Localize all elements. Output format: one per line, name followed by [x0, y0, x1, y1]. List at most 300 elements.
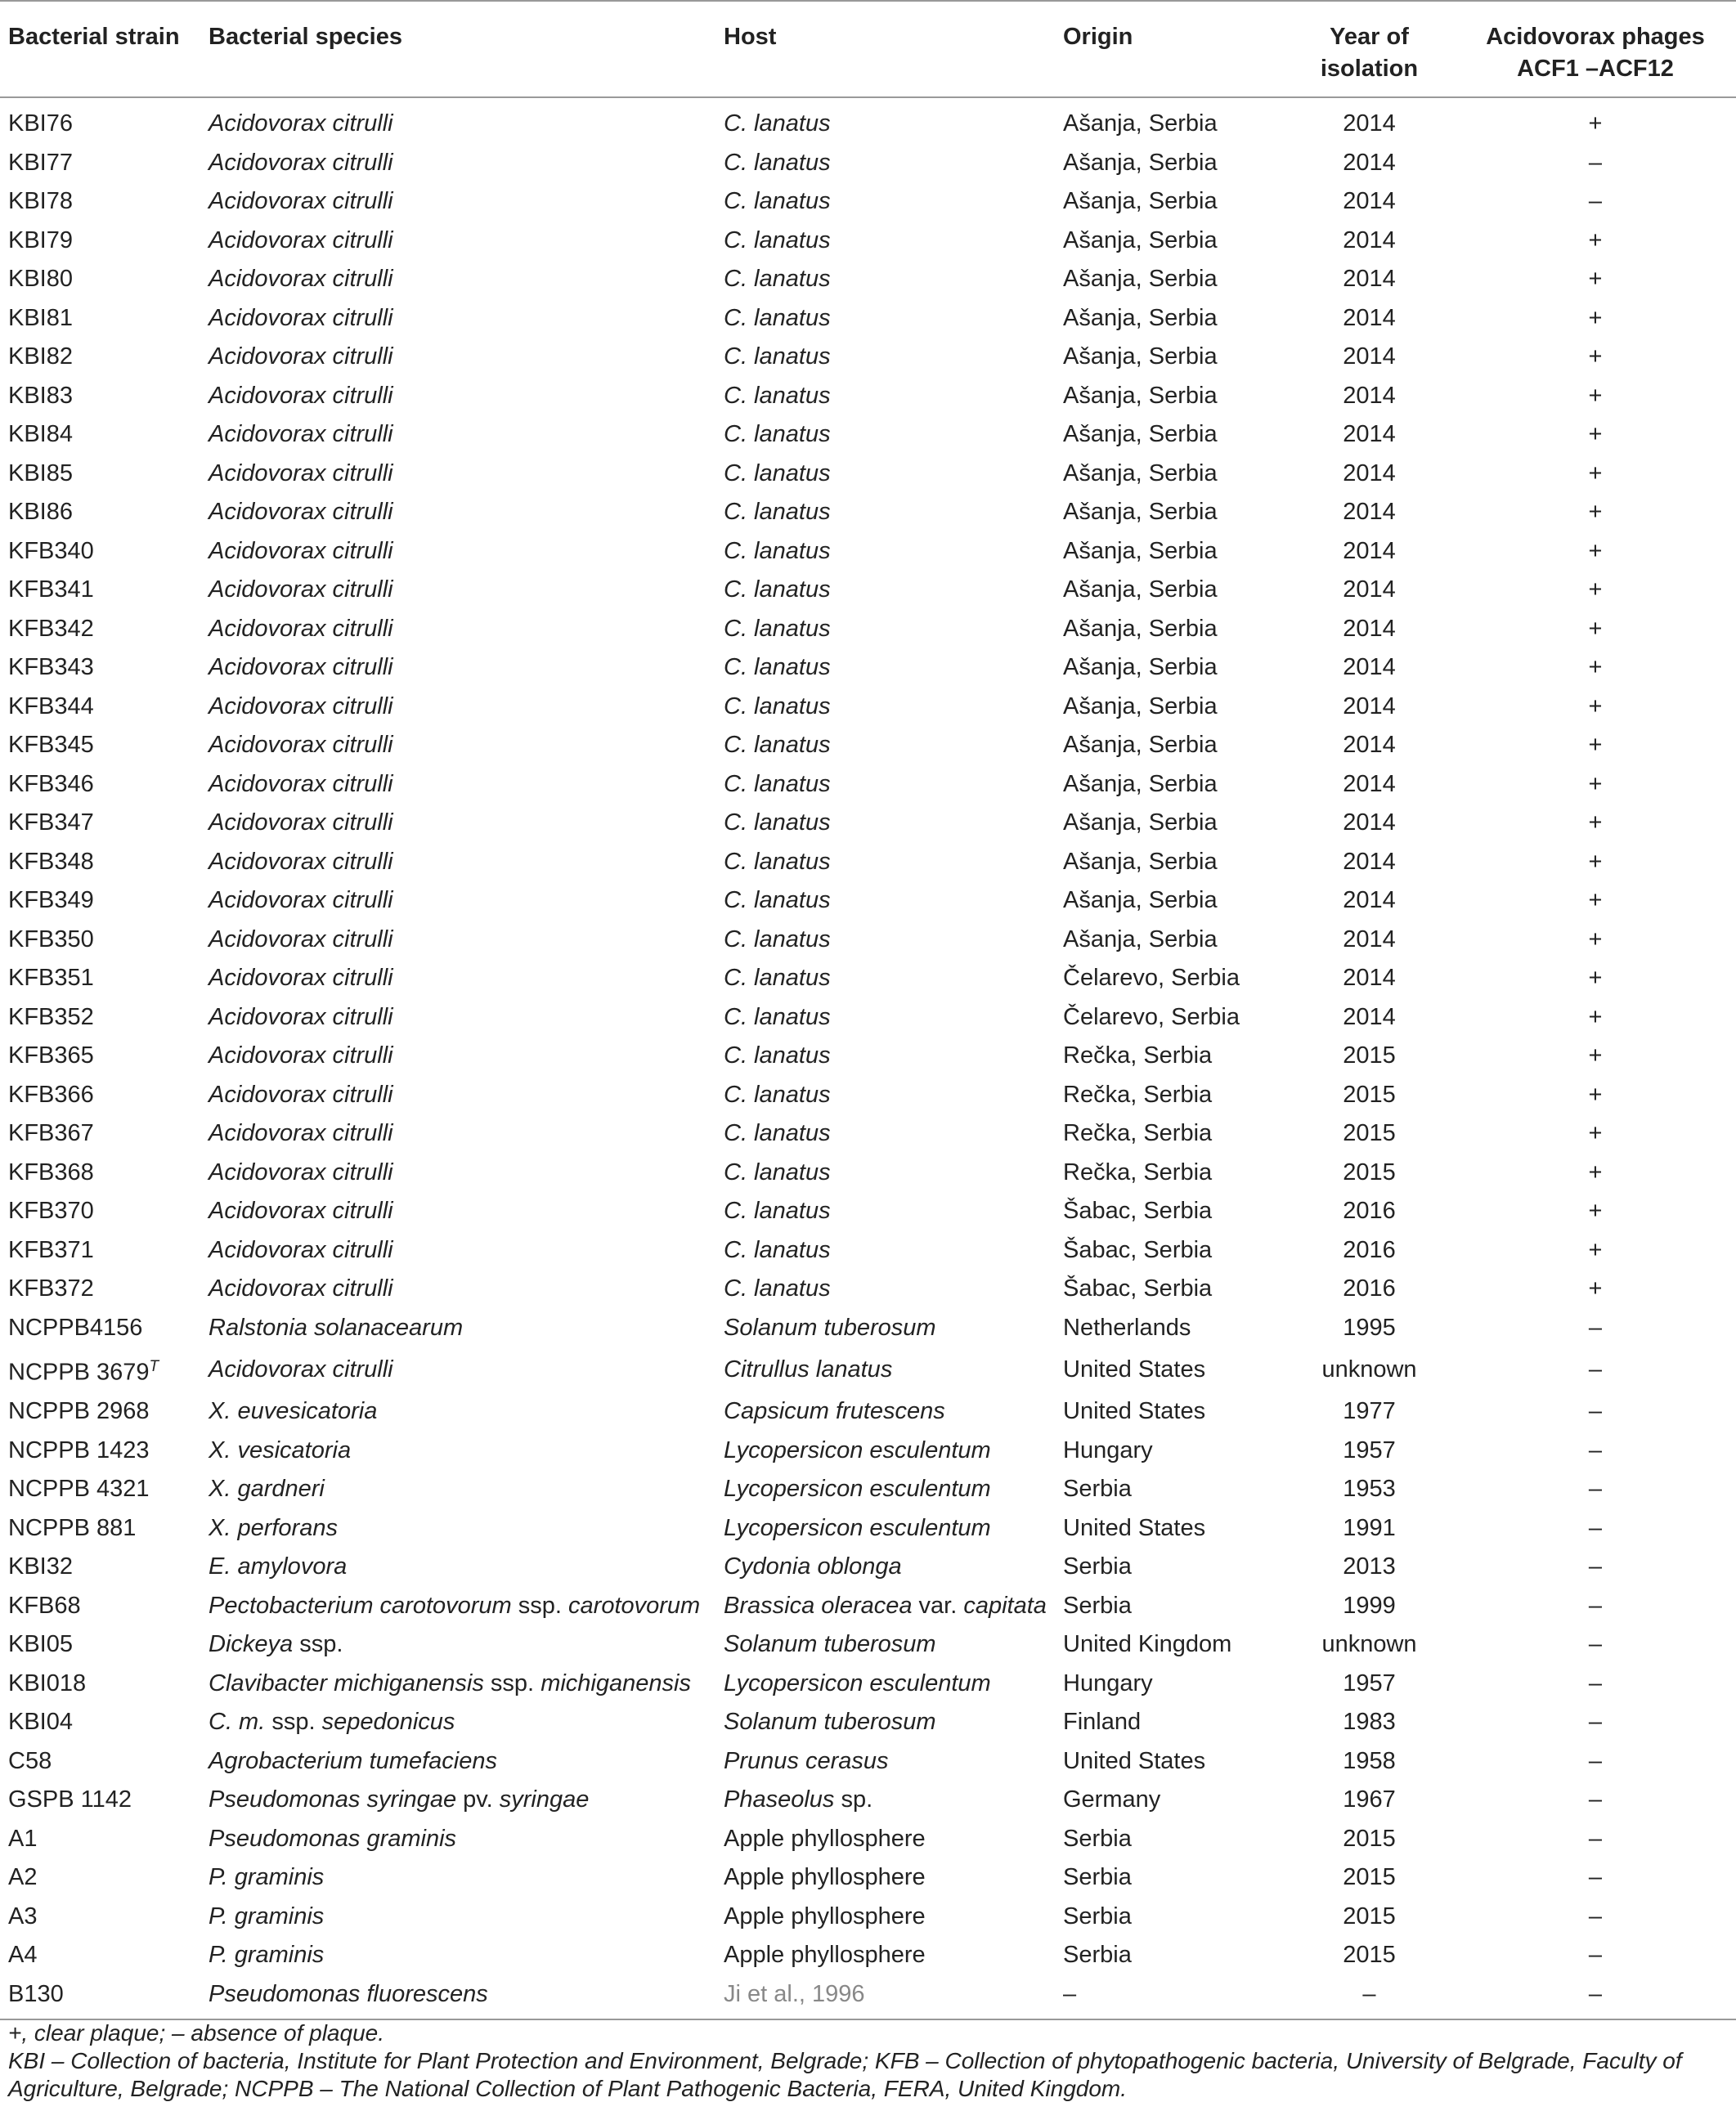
cell-strain: KFB372 — [8, 1275, 94, 1302]
cell-species: Acidovorax citrulli — [209, 770, 393, 797]
table-row — [0, 144, 1736, 183]
cell-strain: KBI85 — [8, 459, 73, 486]
cell-species: Acidovorax citrulli — [209, 421, 393, 447]
cell-species: Acidovorax citrulli — [209, 226, 393, 253]
table-row — [0, 532, 1736, 571]
cell-origin: Germany — [1063, 1786, 1161, 1813]
cell-species: Acidovorax citrulli — [209, 266, 393, 292]
cell-phage-result: + — [1588, 926, 1603, 952]
cell-host: Apple phyllosphere — [724, 1864, 926, 1891]
cell-strain: KFB366 — [8, 1081, 94, 1108]
cell-year: 2014 — [1343, 459, 1396, 486]
cell-year: 2014 — [1343, 692, 1396, 719]
cell-host: C. lanatus — [724, 537, 831, 564]
table-row — [0, 1858, 1736, 1898]
table-row — [0, 1548, 1736, 1587]
cell-origin: Serbia — [1063, 1553, 1132, 1580]
cell-host: Apple phyllosphere — [724, 1825, 926, 1852]
cell-phage-result: + — [1588, 848, 1603, 875]
table-row — [0, 1936, 1736, 1975]
cell-host: Lycopersicon esculentum — [724, 1436, 991, 1463]
cell-strain: A3 — [8, 1903, 38, 1929]
cell-species: Acidovorax citrulli — [209, 537, 393, 564]
cell-host: Capsicum frutescens — [724, 1398, 945, 1425]
cell-strain: KFB342 — [8, 615, 94, 642]
cell-phage-result: – — [1451, 1975, 1736, 2020]
cell-phage-result: – — [1588, 1476, 1603, 1503]
table-row — [0, 610, 1736, 649]
cell-year: 2014 — [1343, 382, 1396, 409]
cell-strain: KBI86 — [8, 499, 73, 525]
cell-year: – — [1284, 1975, 1451, 2020]
cell-strain: KBI82 — [8, 343, 73, 370]
cell-year: 2015 — [1343, 1903, 1396, 1929]
cell-strain: A2 — [8, 1864, 38, 1891]
cell-species: Pseudomonas fluorescens — [200, 1975, 715, 2020]
cell-origin: United States — [1063, 1514, 1206, 1541]
table-body — [0, 97, 1736, 2019]
cell-origin: Ašanja, Serbia — [1063, 343, 1218, 370]
cell-origin: Ašanja, Serbia — [1063, 499, 1218, 525]
table-row — [0, 843, 1736, 882]
cell-host: C. lanatus — [724, 576, 831, 603]
cell-species: X. perforans — [209, 1514, 338, 1541]
cell-host: C. lanatus — [724, 770, 831, 797]
cell-species: Pseudomonas graminis — [209, 1825, 457, 1852]
cell-phage-result: + — [1588, 809, 1603, 836]
cell-host: C. lanatus — [724, 692, 831, 719]
cell-origin: Serbia — [1063, 1592, 1132, 1619]
cell-origin: Serbia — [1063, 1942, 1132, 1969]
cell-origin: Ašanja, Serbia — [1063, 149, 1218, 176]
cell-origin: Rečka, Serbia — [1063, 1081, 1213, 1108]
cell-species: Acidovorax citrulli — [209, 382, 393, 409]
cell-origin: Ašanja, Serbia — [1063, 421, 1218, 447]
cell-species: P. graminis — [209, 1903, 325, 1929]
cell-strain: KFB352 — [8, 1003, 94, 1030]
cell-phage-result: – — [1588, 1514, 1603, 1541]
cell-year: 2014 — [1343, 266, 1396, 292]
cell-year: 2014 — [1343, 343, 1396, 370]
table-footnotes — [8, 2019, 1725, 2103]
cell-origin: Hungary — [1063, 1670, 1153, 1696]
table-row — [0, 97, 1736, 144]
cell-strain: KBI32 — [8, 1553, 73, 1580]
cell-phage-result: + — [1588, 576, 1603, 603]
cell-strain: NCPPB 2968 — [8, 1398, 150, 1425]
cell-host: Apple phyllosphere — [724, 1942, 926, 1969]
cell-species: Acidovorax citrulli — [209, 1275, 393, 1302]
cell-strain: KFB68 — [8, 1592, 81, 1619]
cell-phage-result: – — [1588, 1670, 1603, 1696]
header-acidovorax-phages: Acidovorax phages ACF1 –ACF12 — [1451, 1, 1736, 97]
cell-phage-result: + — [1588, 266, 1603, 292]
cell-strain: KFB367 — [8, 1120, 94, 1146]
cell-host: C. lanatus — [724, 1275, 831, 1302]
cell-species: Acidovorax citrulli — [209, 732, 393, 758]
table-row — [0, 1114, 1736, 1154]
cell-host: C. lanatus — [724, 615, 831, 642]
cell-strain: KFB351 — [8, 965, 94, 991]
cell-species: Acidovorax citrulli — [209, 1003, 393, 1030]
cell-year: 2014 — [1343, 615, 1396, 642]
table-row — [0, 1231, 1736, 1271]
cell-year: 2015 — [1343, 1942, 1396, 1969]
cell-strain: KBI81 — [8, 304, 73, 331]
cell-species: Pectobacterium carotovorum ssp. carotovorum — [209, 1592, 701, 1619]
cell-host: Solanum tuberosum — [724, 1314, 936, 1341]
cell-origin: Čelarevo, Serbia — [1063, 965, 1240, 991]
header-bacterial-species: Bacterial species — [200, 1, 715, 97]
cell-strain: KBI78 — [8, 188, 73, 214]
cell-host: C. lanatus — [724, 654, 831, 680]
cell-host: C. lanatus — [724, 1003, 831, 1030]
cell-species: Acidovorax citrulli — [209, 499, 393, 525]
cell-year: 2015 — [1343, 1159, 1396, 1185]
footnote-legend: +, clear plaque; – absence of plaque. — [8, 2020, 385, 2046]
cell-phage-result: – — [1588, 1314, 1603, 1341]
header-year-of-isolation: Year of isolation — [1284, 1, 1451, 97]
cell-strain: KBI83 — [8, 382, 73, 409]
table-row — [0, 1587, 1736, 1626]
table-row — [0, 182, 1736, 222]
cell-origin: Ašanja, Serbia — [1063, 226, 1218, 253]
cell-species: Acidovorax citrulli — [209, 1081, 393, 1108]
cell-origin: Ašanja, Serbia — [1063, 809, 1218, 836]
cell-host: Lycopersicon esculentum — [724, 1670, 991, 1696]
cell-strain: KBI80 — [8, 266, 73, 292]
cell-host: C. lanatus — [724, 226, 831, 253]
cell-year: 2014 — [1343, 304, 1396, 331]
table-row — [0, 881, 1736, 921]
cell-strain: KFB343 — [8, 654, 94, 680]
cell-strain: KFB341 — [8, 576, 94, 603]
cell-species: E. amylovora — [209, 1553, 348, 1580]
cell-phage-result: + — [1588, 304, 1603, 331]
cell-phage-result: + — [1588, 1120, 1603, 1146]
cell-year: 2014 — [1343, 110, 1396, 137]
cell-species: Acidovorax citrulli — [209, 1159, 393, 1185]
footnote-collections: KBI – Collection of bacteria, Institute for Plant Protection and Environment, Belgrade; KFB – Collection of phytopathogenic bacteria, University of Belgrade, Faculty of Agriculture, Belgrade; NCPPB – The National Collection of Plant Pathogenic Bacteria, FERA, United Kingdom. — [8, 2048, 1682, 2101]
cell-strain: KFB365 — [8, 1042, 94, 1069]
cell-year: 2014 — [1343, 770, 1396, 797]
cell-year: 2015 — [1343, 1864, 1396, 1891]
cell-host: C. lanatus — [724, 1236, 831, 1263]
header-origin: Origin — [1055, 1, 1284, 97]
cell-species: Acidovorax citrulli — [209, 459, 393, 486]
cell-species: Acidovorax citrulli — [209, 110, 393, 137]
table-row — [0, 765, 1736, 805]
cell-phage-result: + — [1588, 110, 1603, 137]
cell-year: 2015 — [1343, 1042, 1396, 1069]
cell-host: C. lanatus — [724, 1081, 831, 1108]
cell-origin: Serbia — [1063, 1864, 1132, 1891]
cell-species: Acidovorax citrulli — [209, 848, 393, 875]
table-row — [0, 377, 1736, 416]
cell-species: Acidovorax citrulli — [209, 1042, 393, 1069]
cell-phage-result: – — [1588, 1786, 1603, 1813]
cell-host: C. lanatus — [724, 343, 831, 370]
cell-origin: Ašanja, Serbia — [1063, 304, 1218, 331]
cell-origin: Šabac, Serbia — [1063, 1236, 1213, 1263]
cell-phage-result: – — [1588, 1398, 1603, 1425]
cell-phage-result: + — [1588, 382, 1603, 409]
cell-host: C. lanatus — [724, 188, 831, 214]
cell-species: Acidovorax citrulli — [209, 1120, 393, 1146]
cell-strain: KBI018 — [8, 1670, 87, 1696]
cell-strain: B130 — [0, 1975, 200, 2020]
cell-host: Brassica oleracea var. capitata — [724, 1592, 1047, 1619]
cell-strain: A1 — [8, 1825, 38, 1852]
table-row — [0, 260, 1736, 299]
cell-species: Clavibacter michiganensis ssp. michiganensis — [209, 1670, 691, 1696]
cell-strain: KFB340 — [8, 537, 94, 564]
cell-phage-result: – — [1588, 1942, 1603, 1969]
cell-host: Cydonia oblonga — [724, 1553, 902, 1580]
cell-host: Prunus cerasus — [724, 1747, 889, 1774]
cell-phage-result: + — [1588, 965, 1603, 991]
cell-phage-result: + — [1588, 770, 1603, 797]
cell-year: 2014 — [1343, 576, 1396, 603]
cell-origin: United Kingdom — [1063, 1631, 1232, 1658]
cell-phage-result: + — [1588, 343, 1603, 370]
cell-species: P. graminis — [209, 1942, 325, 1969]
cell-origin: Ašanja, Serbia — [1063, 266, 1218, 292]
cell-year: 1999 — [1343, 1592, 1396, 1619]
cell-phage-result: – — [1588, 1825, 1603, 1852]
cell-phage-result: + — [1588, 615, 1603, 642]
cell-strain: KFB345 — [8, 732, 94, 758]
cell-species: Dickeya ssp. — [209, 1631, 343, 1658]
cell-strain: GSPB 1142 — [8, 1786, 132, 1813]
cell-strain: KBI04 — [8, 1709, 73, 1736]
cell-host: C. lanatus — [724, 499, 831, 525]
cell-year: 2014 — [1343, 499, 1396, 525]
header-bacterial-strain: Bacterial strain — [0, 1, 200, 97]
cell-strain: NCPPB $3679^T$ — [8, 1358, 159, 1386]
header-host: Host — [715, 1, 1055, 97]
cell-origin: Serbia — [1063, 1825, 1132, 1852]
cell-strain: KFB347 — [8, 809, 94, 836]
table-row — [0, 1509, 1736, 1549]
table-row — [0, 1270, 1736, 1309]
cell-year: 2014 — [1343, 421, 1396, 447]
cell-strain: KFB350 — [8, 926, 94, 952]
cell-origin: Šabac, Serbia — [1063, 1198, 1213, 1224]
cell-year: 2014 — [1343, 926, 1396, 952]
table-row — [0, 1703, 1736, 1742]
table-row — [0, 1898, 1736, 1937]
table-row — [0, 688, 1736, 727]
cell-origin: Ašanja, Serbia — [1063, 732, 1218, 758]
cell-host: C. lanatus — [724, 1198, 831, 1224]
cell-phage-result: – — [1588, 188, 1603, 214]
cell-year: 1991 — [1343, 1514, 1396, 1541]
table-row — [0, 571, 1736, 610]
cell-host: Phaseolus sp. — [724, 1786, 873, 1813]
cell-phage-result: + — [1588, 732, 1603, 758]
cell-origin: United States — [1063, 1747, 1206, 1774]
cell-species: Acidovorax citrulli — [209, 654, 393, 680]
table-row — [0, 921, 1736, 960]
cell-species: Agrobacterium tumefaciens — [209, 1747, 497, 1774]
table-row — [0, 1742, 1736, 1782]
cell-year: 1957 — [1343, 1670, 1396, 1696]
cell-origin: Ašanja, Serbia — [1063, 848, 1218, 875]
cell-species: Acidovorax citrulli — [209, 304, 393, 331]
cell-phage-result: – — [1588, 1709, 1603, 1736]
cell-origin: Ašanja, Serbia — [1063, 887, 1218, 913]
cell-species: C. m. ssp. sepedonicus — [209, 1709, 455, 1736]
table-row — [0, 1820, 1736, 1859]
cell-year: unknown — [1321, 1631, 1417, 1658]
cell-host: C. lanatus — [724, 149, 831, 176]
cell-host: C. lanatus — [724, 110, 831, 137]
table-row — [0, 1470, 1736, 1509]
cell-phage-result: + — [1588, 421, 1603, 447]
cell-origin: Ašanja, Serbia — [1063, 110, 1218, 137]
cell-year: 2014 — [1343, 537, 1396, 564]
cell-species: Acidovorax citrulli — [209, 149, 393, 176]
cell-origin: Ašanja, Serbia — [1063, 459, 1218, 486]
table-row — [0, 1076, 1736, 1115]
table-row — [0, 998, 1736, 1038]
cell-phage-result: + — [1588, 1003, 1603, 1030]
cell-host: Lycopersicon esculentum — [724, 1514, 991, 1541]
cell-phage-result: + — [1588, 499, 1603, 525]
cell-year: 2014 — [1343, 809, 1396, 836]
cell-year: 2014 — [1343, 965, 1396, 991]
cell-host: C. lanatus — [724, 887, 831, 913]
cell-origin: Rečka, Serbia — [1063, 1042, 1213, 1069]
cell-host: C. lanatus — [724, 1042, 831, 1069]
cell-strain: KFB346 — [8, 770, 94, 797]
cell-year: 2015 — [1343, 1825, 1396, 1852]
cell-species: Acidovorax citrulli — [209, 887, 393, 913]
cell-year: 2016 — [1343, 1236, 1396, 1263]
cell-origin: Šabac, Serbia — [1063, 1275, 1213, 1302]
table-row — [0, 1154, 1736, 1193]
cell-strain: KBI79 — [8, 226, 73, 253]
cell-phage-result: + — [1588, 1159, 1603, 1185]
cell-host: C. lanatus — [724, 1159, 831, 1185]
cell-phage-result: + — [1588, 887, 1603, 913]
cell-species: Acidovorax citrulli — [209, 809, 393, 836]
cell-origin: Ašanja, Serbia — [1063, 576, 1218, 603]
cell-origin: Ašanja, Serbia — [1063, 926, 1218, 952]
table-row — [0, 1192, 1736, 1231]
cell-phage-result: – — [1588, 1864, 1603, 1891]
table-row — [0, 1392, 1736, 1432]
cell-year: 1977 — [1343, 1398, 1396, 1425]
cell-origin: Serbia — [1063, 1903, 1132, 1929]
cell-year: 1983 — [1343, 1709, 1396, 1736]
cell-origin: Ašanja, Serbia — [1063, 615, 1218, 642]
cell-year: 2016 — [1343, 1275, 1396, 1302]
cell-species: Acidovorax citrulli — [209, 1236, 393, 1263]
cell-species: Acidovorax citrulli — [209, 965, 393, 991]
cell-origin: Ašanja, Serbia — [1063, 692, 1218, 719]
cell-year: 2014 — [1343, 1003, 1396, 1030]
cell-year: 2014 — [1343, 732, 1396, 758]
table-row — [0, 222, 1736, 261]
cell-year: 1953 — [1343, 1476, 1396, 1503]
cell-species: Acidovorax citrulli — [209, 343, 393, 370]
cell-year: 2015 — [1343, 1081, 1396, 1108]
cell-year: 1967 — [1343, 1786, 1396, 1813]
cell-species: X. euvesicatoria — [209, 1398, 378, 1425]
table-row — [0, 415, 1736, 455]
cell-species: X. gardneri — [209, 1476, 325, 1503]
cell-host: C. lanatus — [724, 965, 831, 991]
cell-host: C. lanatus — [724, 848, 831, 875]
cell-strain: KFB344 — [8, 692, 94, 719]
cell-origin: Serbia — [1063, 1476, 1132, 1503]
table-row — [0, 726, 1736, 765]
cell-strain: KBI84 — [8, 421, 73, 447]
cell-host: C. lanatus — [724, 732, 831, 758]
cell-strain: NCPPB 4321 — [8, 1476, 150, 1503]
table-row — [0, 959, 1736, 998]
cell-host: Apple phyllosphere — [724, 1903, 926, 1929]
cell-phage-result: + — [1588, 1236, 1603, 1263]
cell-phage-result: + — [1588, 654, 1603, 680]
cell-year: unknown — [1321, 1356, 1417, 1383]
cell-phage-result: + — [1588, 537, 1603, 564]
cell-species: P. graminis — [209, 1864, 325, 1891]
cell-year: 2014 — [1343, 887, 1396, 913]
cell-year: 2014 — [1343, 654, 1396, 680]
cell-species: Acidovorax citrulli — [209, 692, 393, 719]
cell-year: 2014 — [1343, 188, 1396, 214]
cell-phage-result: + — [1588, 1081, 1603, 1108]
cell-species: Acidovorax citrulli — [209, 926, 393, 952]
cell-host: Solanum tuberosum — [724, 1631, 936, 1658]
table-row — [0, 1781, 1736, 1820]
cell-origin: Netherlands — [1063, 1314, 1191, 1341]
cell-host: C. lanatus — [724, 382, 831, 409]
cell-origin: Rečka, Serbia — [1063, 1159, 1213, 1185]
cell-origin: Ašanja, Serbia — [1063, 770, 1218, 797]
cell-strain: KFB371 — [8, 1236, 94, 1263]
table-row — [0, 1037, 1736, 1076]
cell-strain: C58 — [8, 1747, 52, 1774]
cell-host: Solanum tuberosum — [724, 1709, 936, 1736]
table-row — [0, 1665, 1736, 1704]
cell-host: C. lanatus — [724, 421, 831, 447]
cell-year: 1995 — [1343, 1314, 1396, 1341]
cell-year: 2013 — [1343, 1553, 1396, 1580]
cell-origin: Ašanja, Serbia — [1063, 188, 1218, 214]
cell-phage-result: – — [1588, 1747, 1603, 1774]
table-header — [0, 1, 1736, 97]
cell-host: Lycopersicon esculentum — [724, 1476, 991, 1503]
cell-phage-result: – — [1588, 1903, 1603, 1929]
cell-species: Acidovorax citrulli — [209, 1356, 393, 1383]
cell-origin: Hungary — [1063, 1436, 1153, 1463]
cell-origin: Ašanja, Serbia — [1063, 654, 1218, 680]
table-row — [0, 1625, 1736, 1665]
table-row — [0, 804, 1736, 843]
cell-strain: NCPPB 1423 — [8, 1436, 150, 1463]
cell-strain: KFB370 — [8, 1198, 94, 1224]
cell-origin: Ašanja, Serbia — [1063, 382, 1218, 409]
cell-strain: KFB349 — [8, 887, 94, 913]
cell-year: 2014 — [1343, 848, 1396, 875]
cell-host: C. lanatus — [724, 809, 831, 836]
table-row — [0, 299, 1736, 338]
cell-strain: KFB348 — [8, 848, 94, 875]
